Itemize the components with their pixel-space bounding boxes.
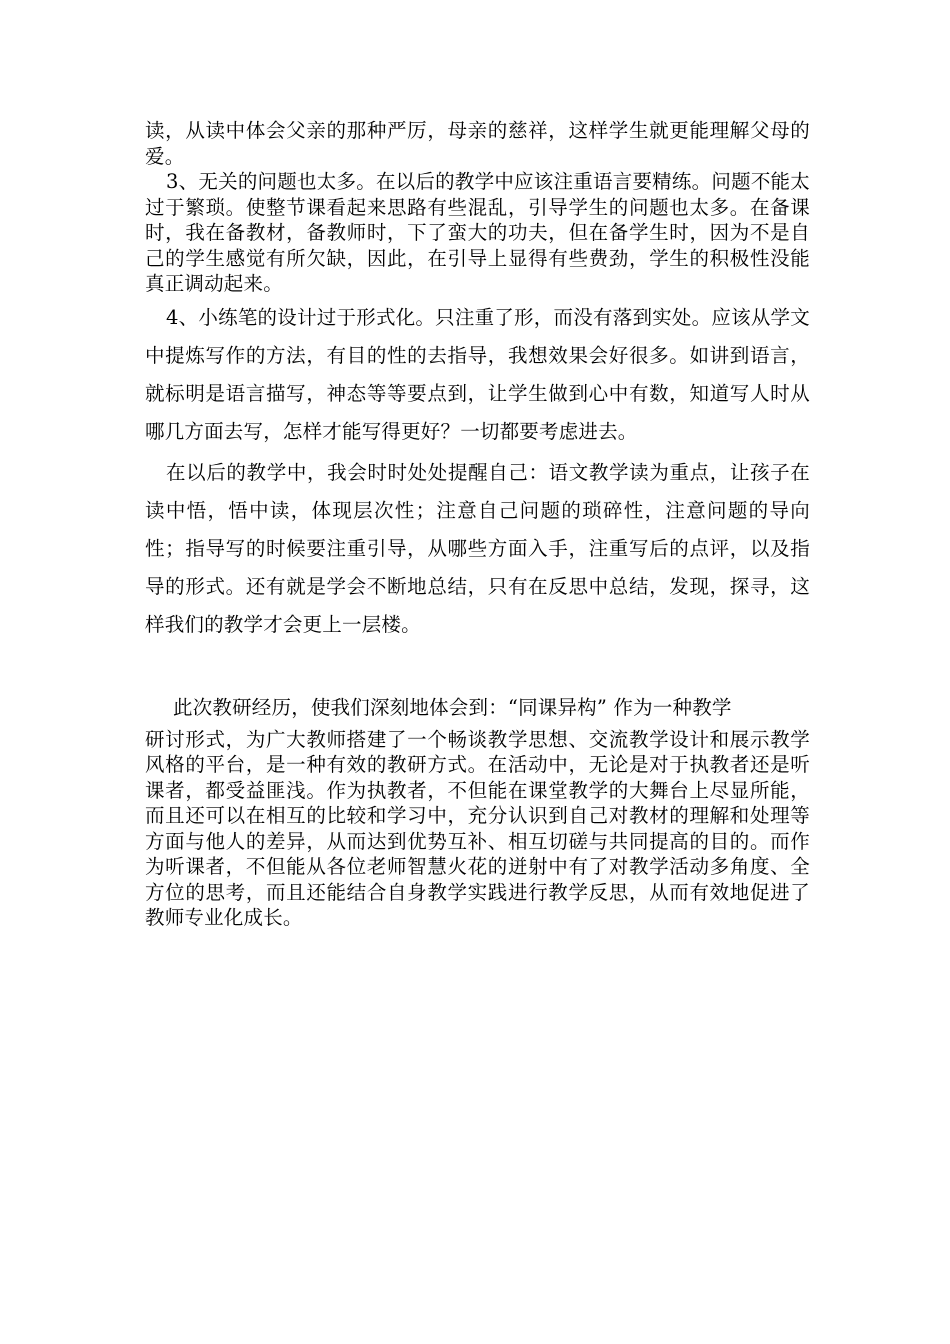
document-body: [145, 118, 810, 931]
paragraph-parent-love: 读，从读中体会父亲的那种严厉，母亲的慈祥，这样学生就更能理解父母的爱。: [145, 119, 810, 168]
paragraph-point-3: 3、无关的问题也太多。在以后的教学中应该注重语言要精练。问题不能太过于繁琐。使整节课看起来思路有些混乱，引导学生的问题也太多。在备课时，我在备教材，备教师时，下了蛮大的功夫，但在备学生时，因为不是自己的学生感觉有所欠缺，因此，在引导上显得有些费劲，学生的积极性没能真正调动起来。: [145, 170, 810, 295]
paragraph-point-4: 4、小练笔的设计过于形式化。只注重了形，而没有落到实处。应该从学文中提炼写作的方法，有目的性的去指导，我想效果会好很多。如讲到语言，就标明是语言描写，神态等等要点到，让学生做到心中有数，知道写人时从哪几方面去写，怎样才能写得更好？一切都要考虑进去。: [145, 305, 810, 443]
paragraph-research-intro: 此次教研经历，使我们深刻地体会到：“同课异构” 作为一种教学: [173, 695, 732, 719]
paragraph-research-body: 研讨形式，为广大教师搭建了一个畅谈教学思想、交流教学设计和展示教学风格的平台，是一种有效的教研方式。在活动中，无论是对于执教者还是听课者，都受益匪浅。作为执教者，不但能在课堂教学的大舞台上尽显所能，而且还可以在相互的比较和学习中，充分认识到自己对教材的理解和处理等方面与他人的差异，从而达到优势互补、相互切磋与共同提高的目的。而作为听课者，不但能从各位老师智慧火花的迸射中有了对教学活动多角度、全方位的思考，而且还能结合自身教学实践进行教学反思，从而有效地促进了教师专业化成长。: [145, 727, 810, 929]
paragraph-future-teaching: 在以后的教学中，我会时时处处提醒自己：语文教学读为重点，让孩子在读中悟，悟中读，体现层次性；注意自己问题的琐碎性，注意问题的导向性；指导写的时候要注重引导，从哪些方面入手，注重写后的点评，以及指导的形式。还有就是学会不断地总结，只有在反思中总结，发现，探寻，这样我们的教学才会更上一层楼。: [145, 460, 810, 636]
